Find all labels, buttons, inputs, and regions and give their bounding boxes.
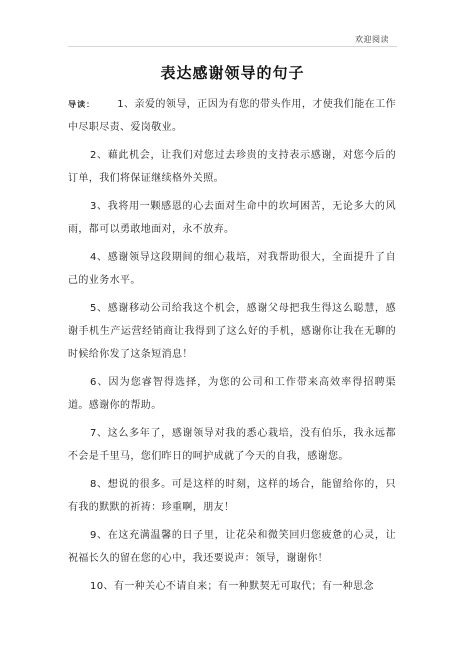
paragraph-7: 7、这么多年了，感谢领导对我的悉心栽培，没有伯乐，我永远都不会是千里马，您们昨日的呵护成就了今天的自我，感谢您。 bbox=[68, 428, 396, 462]
header-divider bbox=[68, 46, 397, 47]
paragraph-8: 8、想说的很多。可是这样的时刻，这样的场合，能留给你的，只有我的默默的祈祷：珍重啊，朋友！ bbox=[68, 479, 396, 513]
paragraph-2: 2、藉此机会，让我们对您过去珍贵的支持表示感谢，对您今后的订单，我们将保证继续格外关照。 bbox=[68, 150, 396, 184]
paragraph-1 bbox=[68, 93, 396, 139]
header-note: 欢迎阅读 bbox=[355, 35, 389, 44]
paragraph-4: 4、感谢领导这段期间的细心栽培，对我帮助很大，全面提升了自己的业务水平。 bbox=[68, 252, 396, 286]
paragraph-1-text: 1、亲爱的领导，正因为有您的带头作用，才使我们能在工作中尽职尽责、爱岗敬业。 bbox=[68, 99, 397, 133]
paragraph-6: 6、因为您睿智得选择，为您的公司和工作带来高效率得招聘渠道。感谢你的帮助。 bbox=[68, 377, 396, 411]
paragraph-9: 9、在这充满温馨的日子里，让花朵和微笑回归您疲惫的心灵，让祝福长久的留在您的心中，我还要说声：领导，谢谢你！ bbox=[68, 530, 396, 564]
paragraph-3: 3、我将用一颗感恩的心去面对生命中的坎坷困苦，无论多大的风雨，都可以勇敢地面对，永不放弃。 bbox=[68, 201, 396, 235]
document-body bbox=[68, 93, 396, 598]
paragraph-5: 5、感谢移动公司给我这个机会，感谢父母把我生得这么聪慧，感谢手机生产运营经销商让我得到了这么好的手机，感谢你让我在无聊的时候给你发了这条短消息！ bbox=[68, 303, 396, 360]
paragraph-10: 10、有一种关心不请自来；有一种默契无可取代；有一种思念 bbox=[90, 581, 374, 592]
document-title: 表达感谢领导的句子 bbox=[160, 64, 305, 82]
lead-label: 导读： bbox=[68, 100, 96, 109]
